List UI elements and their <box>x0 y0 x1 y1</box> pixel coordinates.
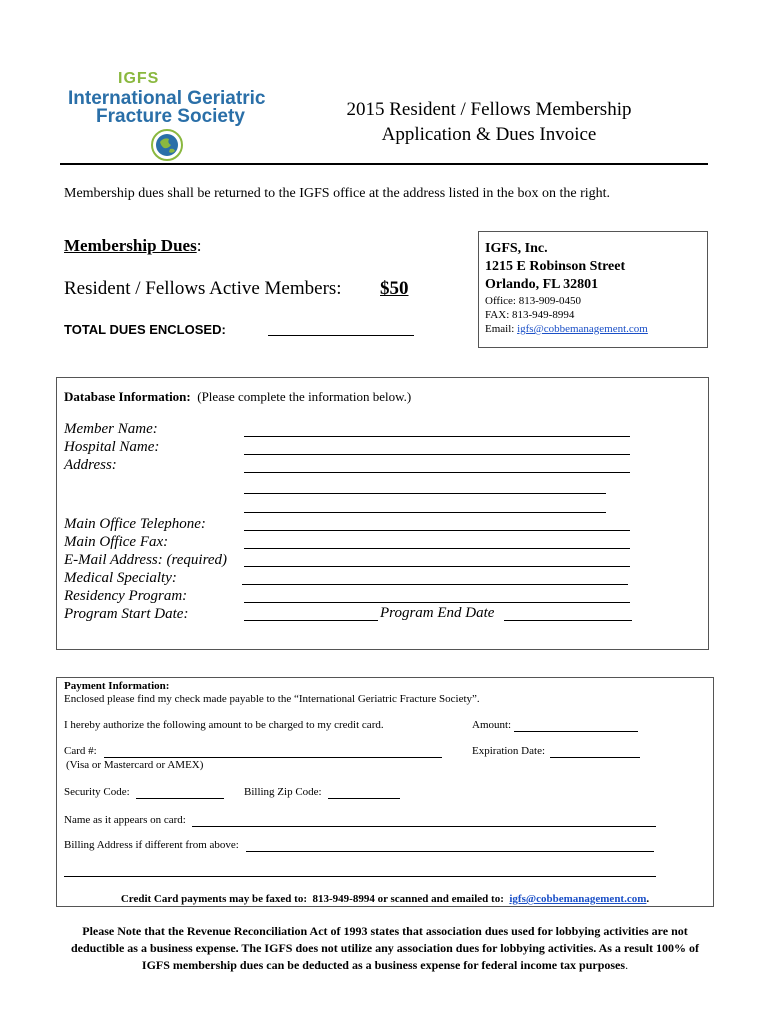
logo-line-2: Fracture Society <box>96 106 245 127</box>
header-divider <box>60 163 708 165</box>
tax-note: Please Note that the Revenue Reconciliation Act of 1993 states that association dues used for lobbying activities are not deductible as a business expense. The IGFS does not utilize any association dues for lobbying activities. As a result 100% of IGFS membership dues can be deducted as a business expense for federal income tax purposes. <box>70 924 700 972</box>
office-email: Email: igfs@cobbemanagement.com <box>485 323 648 335</box>
telephone-label: Main Office Telephone: <box>64 516 206 532</box>
address-field-1[interactable] <box>244 472 630 473</box>
dues-heading: Membership Dues: <box>64 236 202 255</box>
street: 1215 E Robinson Street <box>485 259 626 274</box>
total-dues-label: TOTAL DUES ENCLOSED: <box>64 322 226 337</box>
fax-label: Main Office Fax: <box>64 534 169 550</box>
start-date-label: Program Start Date: <box>64 606 189 622</box>
card-types: (Visa or Mastercard or AMEX) <box>66 759 204 771</box>
member-name-label: Member Name: <box>64 421 158 437</box>
address-label: Address: <box>64 457 117 473</box>
email-label: E-Mail Address: (required) <box>64 552 228 568</box>
database-heading: Database Information: (Please complete the information below.) <box>64 389 412 404</box>
active-members-label: Resident / Fellows Active Members: <box>64 278 342 299</box>
total-dues-field[interactable] <box>268 335 414 336</box>
city: Orlando, FL 32801 <box>485 277 599 292</box>
name-on-card-field[interactable] <box>192 826 656 827</box>
address-field-2[interactable] <box>244 493 606 494</box>
office-fax: FAX: 813-949-8994 <box>485 309 575 321</box>
security-code-label: Security Code: <box>64 786 130 798</box>
billing-address-label: Billing Address if different from above: <box>64 839 239 851</box>
billing-address-field-1[interactable] <box>246 851 654 852</box>
intro-text: Membership dues shall be returned to the IGFS office at the address listed in the box on the right. <box>64 186 611 201</box>
office-address-box <box>478 231 708 348</box>
start-date-field[interactable] <box>244 620 378 621</box>
check-text: Enclosed please find my check made payable to the “International Geriatric Fracture Society”. <box>64 693 480 705</box>
residency-field[interactable] <box>244 602 630 603</box>
title-line-2: Application & Dues Invoice <box>381 124 597 145</box>
billing-zip-label: Billing Zip Code: <box>244 786 322 798</box>
email-link[interactable]: igfs@cobbemanagement.com <box>517 323 648 335</box>
security-code-field[interactable] <box>136 798 224 799</box>
logo-line-1: International Geriatric <box>68 88 266 109</box>
hospital-name-label: Hospital Name: <box>64 439 160 455</box>
member-name-field[interactable] <box>244 436 630 437</box>
expiration-label: Expiration Date: <box>472 745 546 757</box>
expiration-field[interactable] <box>550 757 640 758</box>
payment-heading: Payment Information: <box>64 680 170 692</box>
amount-field[interactable] <box>514 731 638 732</box>
card-number-field[interactable] <box>104 757 442 758</box>
hospital-name-field[interactable] <box>244 454 630 455</box>
amount-label: Amount: <box>472 719 512 731</box>
office-phone: Office: 813-909-0450 <box>485 295 582 307</box>
residency-label: Residency Program: <box>64 588 188 604</box>
end-date-field[interactable] <box>504 620 632 621</box>
fax-instructions: Credit Card payments may be faxed to: 813-949-8994 or scanned and emailed to: igfs@cobbemanagement.com. <box>120 893 650 905</box>
email-field[interactable] <box>244 566 630 567</box>
payment-section <box>56 677 714 907</box>
address-field-3[interactable] <box>244 512 606 513</box>
fax-email-link[interactable]: igfs@cobbemanagement.com <box>509 893 647 905</box>
specialty-label: Medical Specialty: <box>64 570 177 586</box>
authorize-text: I hereby authorize the following amount to be charged to my credit card. <box>64 719 384 731</box>
logo-acronym: IGFS <box>118 70 160 87</box>
specialty-field[interactable] <box>242 584 628 585</box>
title-line-1: 2015 Resident / Fellows Membership <box>346 99 632 120</box>
billing-zip-field[interactable] <box>328 798 400 799</box>
fax-field[interactable] <box>244 548 630 549</box>
active-members-fee: $50 <box>380 278 409 299</box>
telephone-field[interactable] <box>244 530 630 531</box>
name-on-card-label: Name as it appears on card: <box>64 814 186 826</box>
end-date-label: Program End Date <box>380 605 495 621</box>
card-label: Card #: <box>64 745 97 757</box>
billing-address-field-2[interactable] <box>64 876 656 877</box>
globe-icon <box>150 128 184 162</box>
org-name: IGFS, Inc. <box>485 241 548 256</box>
form-title <box>300 97 678 147</box>
